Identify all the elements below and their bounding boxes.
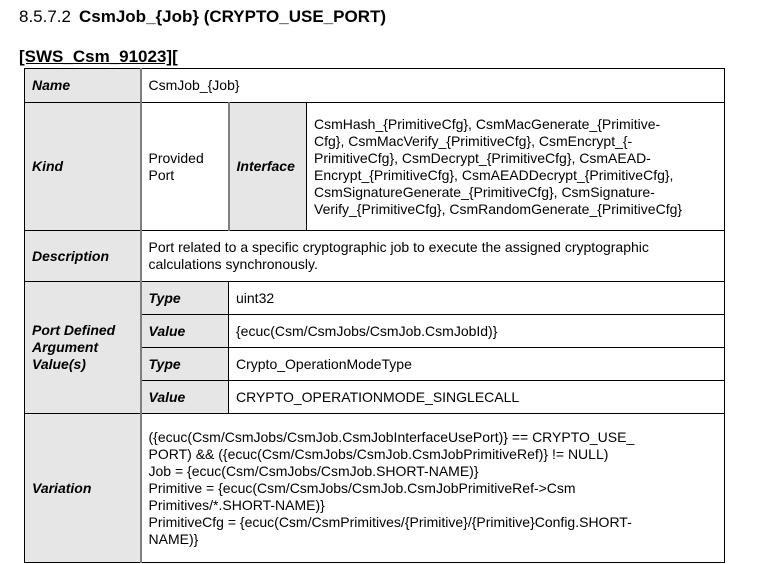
section-heading xyxy=(19,7,386,27)
description-label: Description xyxy=(25,231,141,282)
interface-line: PrimitiveCfg}, CsmDecrypt_{PrimitiveCfg}, CsmAEAD- xyxy=(314,149,651,166)
port-defined-argument-label: Port Defined Argument Value(s) xyxy=(25,282,141,414)
argument-type-value: Crypto_OperationModeType xyxy=(229,348,725,381)
interface-value xyxy=(307,103,725,231)
variation-line: ({ecuc(Csm/CsmJobs/CsmJob.CsmJobInterfaceUsePort)} == CRYPTO_USE_ xyxy=(148,428,635,445)
interface-line: Verify_{PrimitiveCfg}, CsmRandomGenerate_{PrimitiveCfg} xyxy=(314,200,683,217)
variation-line: NAME)} xyxy=(148,530,199,547)
argument-type-value: uint32 xyxy=(229,282,725,315)
variation-line: Primitives/*.SHORT-NAME)} xyxy=(148,496,325,513)
variation-value xyxy=(141,414,725,563)
table-row-description xyxy=(25,231,725,282)
variation-label: Variation xyxy=(25,414,141,563)
section-number: 8.5.7.2 xyxy=(19,7,71,26)
requirement-id: [SWS_Csm_91023][ xyxy=(19,47,178,66)
section-title: CsmJob_{Job} (CRYPTO_USE_PORT) xyxy=(79,7,387,26)
table-row-variation xyxy=(25,414,725,563)
table-row-name xyxy=(25,69,725,103)
port-spec-table xyxy=(24,68,725,563)
interface-label: Interface xyxy=(229,103,307,231)
argument-value-value: CRYPTO_OPERATIONMODE_SINGLECALL xyxy=(229,381,725,414)
interface-line: CsmHash_{PrimitiveCfg}, CsmMacGenerate_{Primitive- xyxy=(314,115,661,132)
variation-line: Job = {ecuc(Csm/CsmJobs/CsmJob.SHORT-NAME)} xyxy=(148,462,479,479)
kind-value: Provided Port xyxy=(141,103,229,231)
name-label: Name xyxy=(25,69,141,103)
table-row-kind xyxy=(25,103,725,231)
name-value: CsmJob_{Job} xyxy=(141,69,725,103)
interface-line: Encrypt_{PrimitiveCfg}, CsmAEADDecrypt_{PrimitiveCfg}, xyxy=(314,166,674,183)
variation-line: Primitive = {ecuc(Csm/CsmJobs/CsmJob.CsmJobPrimitiveRef->Csm xyxy=(148,479,576,496)
kind-label: Kind xyxy=(25,103,141,231)
interface-line: Cfg}, CsmMacVerify_{PrimitiveCfg}, CsmEncrypt_{- xyxy=(314,132,633,149)
description-value: Port related to a specific cryptographic job to execute the assigned cryptographic calculations synchronously. xyxy=(141,231,725,282)
table-row-argument xyxy=(25,282,725,315)
variation-line: PORT) && ({ecuc(Csm/CsmJobs/CsmJob.CsmJobPrimitiveRef)} != NULL) xyxy=(148,445,609,462)
variation-line: PrimitiveCfg = {ecuc(Csm/CsmPrimitives/{Primitive}/{Primitive}Config.SHORT- xyxy=(148,513,632,530)
argument-type-label: Type xyxy=(141,348,229,381)
argument-value-label: Value xyxy=(141,381,229,414)
interface-line: CsmSignatureGenerate_{PrimitiveCfg}, CsmSignature- xyxy=(314,183,655,200)
argument-value-label: Value xyxy=(141,315,229,348)
argument-value-value: {ecuc(Csm/CsmJobs/CsmJob.CsmJobId)} xyxy=(229,315,725,348)
argument-type-label: Type xyxy=(141,282,229,315)
